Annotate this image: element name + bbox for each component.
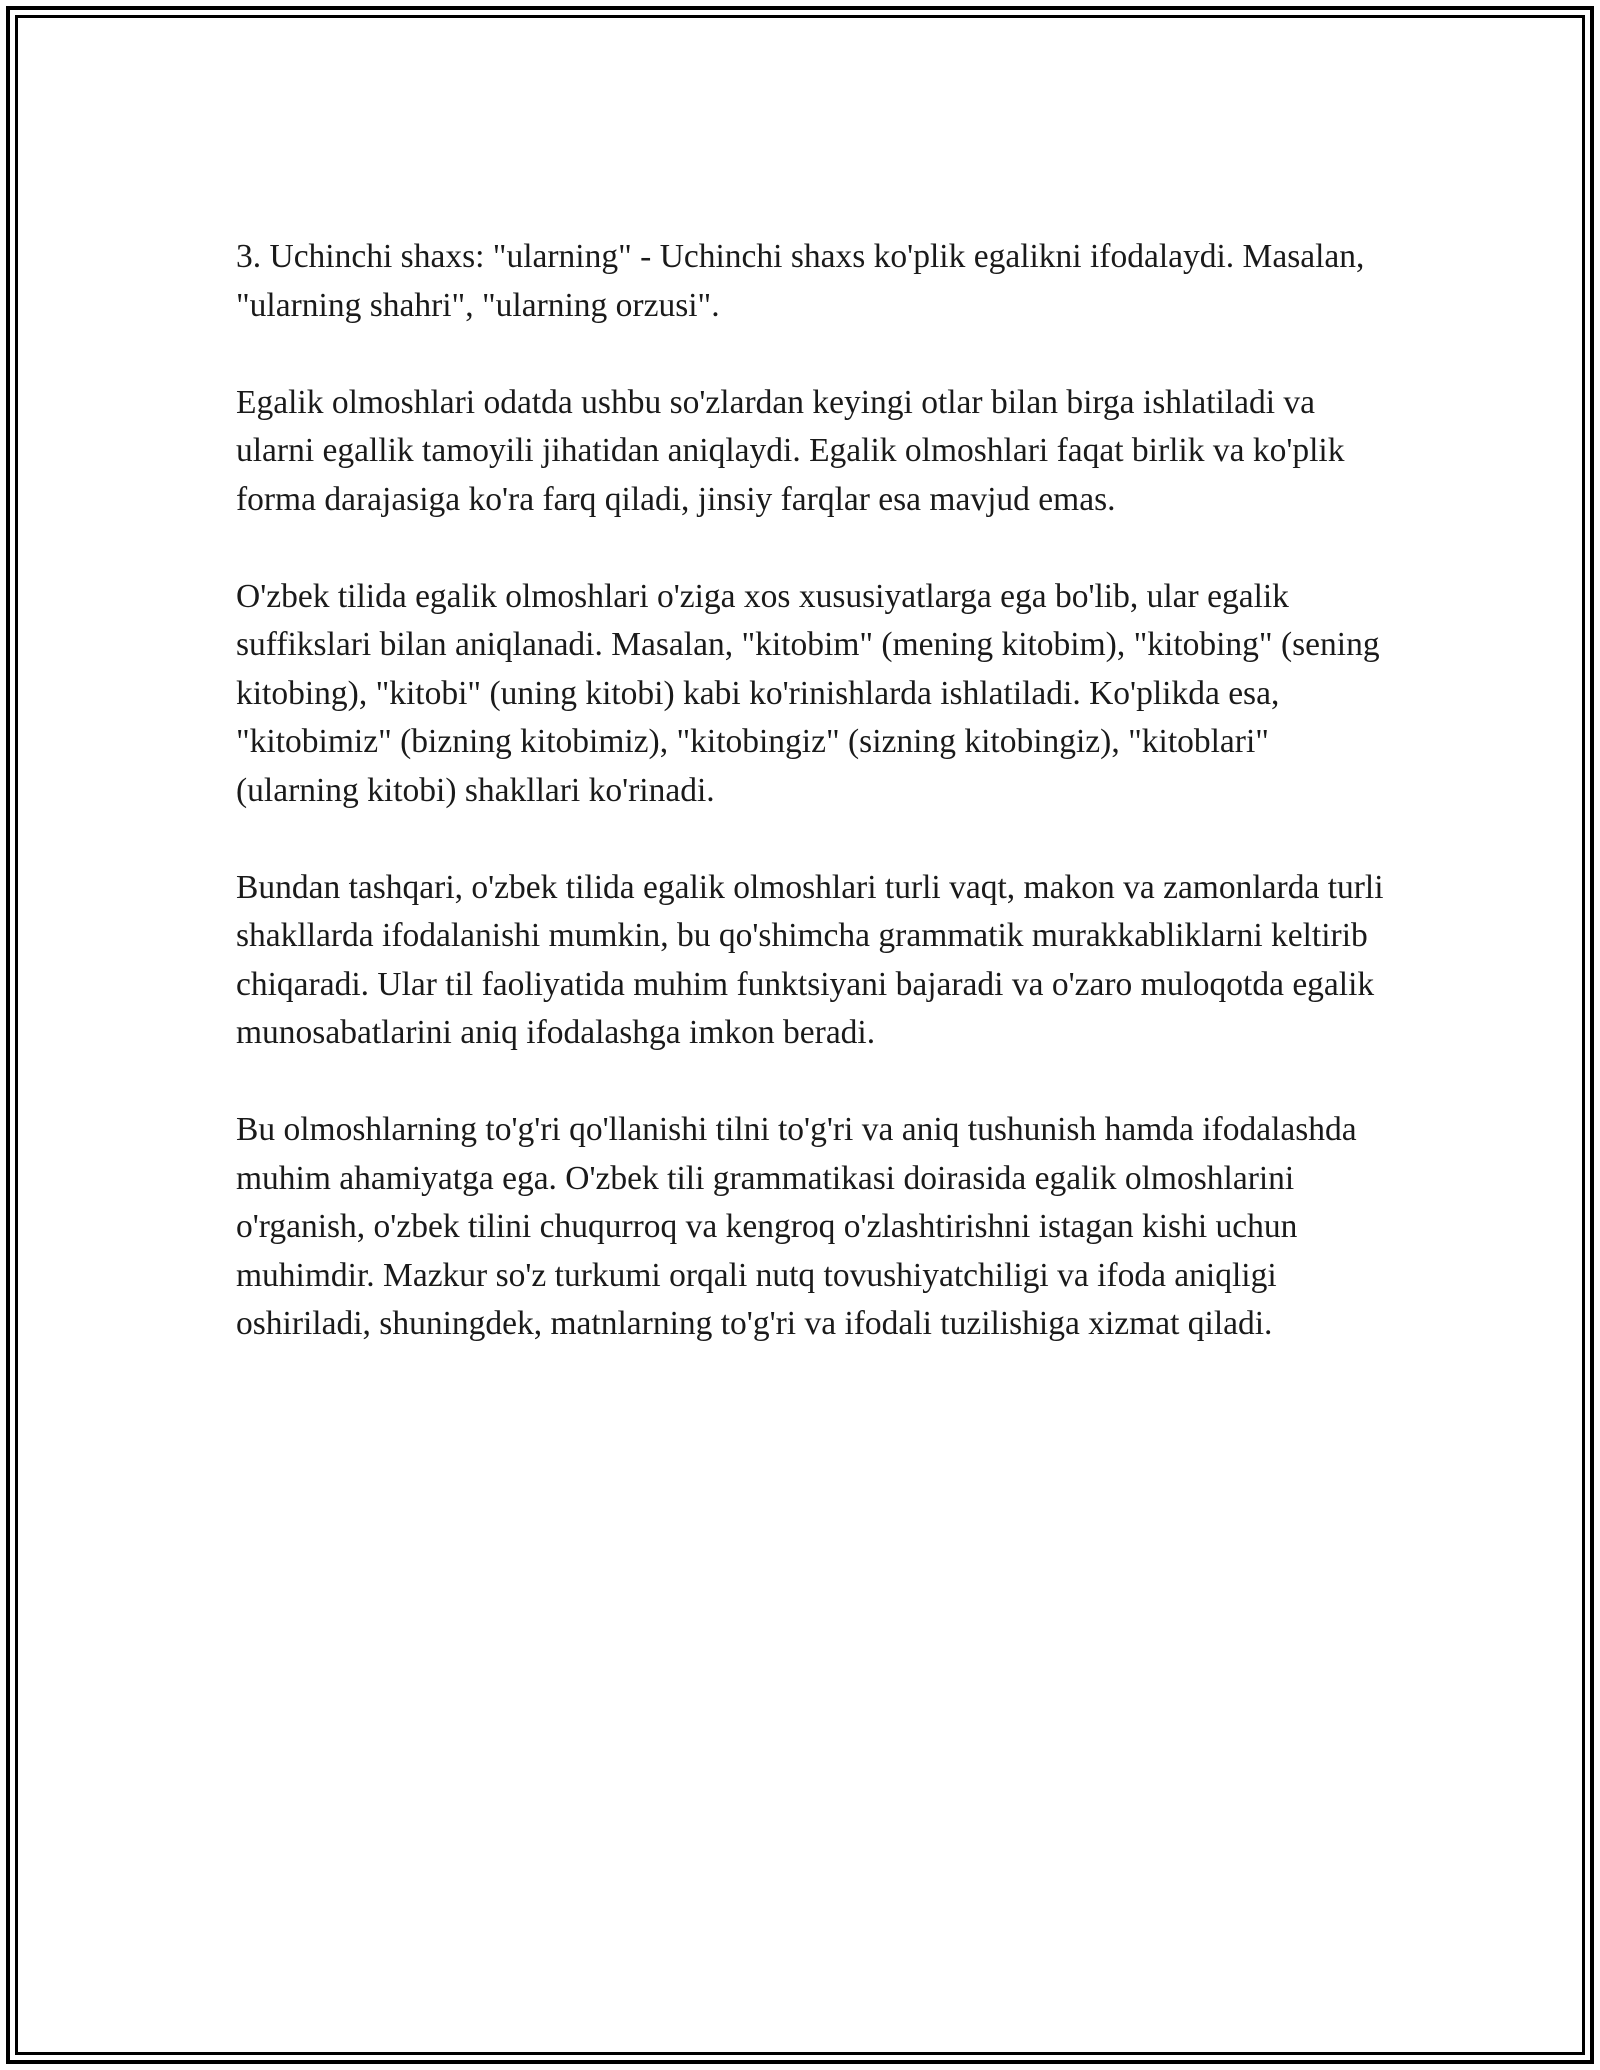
paragraph-complexity: Bundan tashqari, o'zbek tilida egalik olmoshlari turli vaqt, makon va zamonlarda turli shakllarda ifodalanishi mumkin, bu qo'shimcha grammatik murakkabliklarni keltirib chiqaradi. Ular til faoliyatida muhim funktsiyani bajaradi va o'zaro muloqotda egalik munosabatlarini aniq ifodalashga imkon beradi.	[236, 868, 1384, 1051]
paragraph-third-person: 3. Uchinchi shaxs: "ularning" - Uchinchi shaxs ko'plik egalikni ifodalaydi. Masalan, "ularning shahri", "ularning orzusi".	[236, 238, 1365, 324]
document-body	[236, 233, 1386, 1349]
paragraph-suffixes: O'zbek tilida egalik olmoshlari o'ziga xos xususiyatlarga ega bo'lib, ular egalik suffikslari bilan aniqlanadi. Masalan, "kitobim" (mening kitobim), "kitobing" (sening kitobing), "kitobi" (uning kitobi) kabi ko'rinishlarda ishlatiladi. Ko'plikda esa, "kitobimiz" (bizning kitobimiz), "kitobingiz" (sizning kitobingiz), "kitoblari" (ularning kitobi) shakllari ko'rinadi.	[236, 577, 1380, 809]
paragraph-usage: Egalik olmoshlari odatda ushbu so'zlardan keyingi otlar bilan birga ishlatiladi va ularni egallik tamoyili jihatidan aniqlaydi. Egalik olmoshlari faqat birlik va ko'plik forma darajasiga ko'ra farq qiladi, jinsiy farqlar esa mavjud emas.	[236, 383, 1345, 518]
paragraph-importance: Bu olmoshlarning to'g'ri qo'llanishi tilni to'g'ri va aniq tushunish hamda ifodalashda muhim ahamiyatga ega. O'zbek tili grammatikasi doirasida egalik olmoshlarini o'rganish, o'zbek tilini chuqurroq va kengroq o'zlashtirishni istagan kishi uchun muhimdir. Mazkur so'z turkumi orqali nutq tovushiyatchiligi va ifoda aniqligi oshiriladi, shuningdek, matnlarning to'g'ri va ifodali tuzilishiga xizmat qiladi.	[236, 1111, 1357, 1342]
